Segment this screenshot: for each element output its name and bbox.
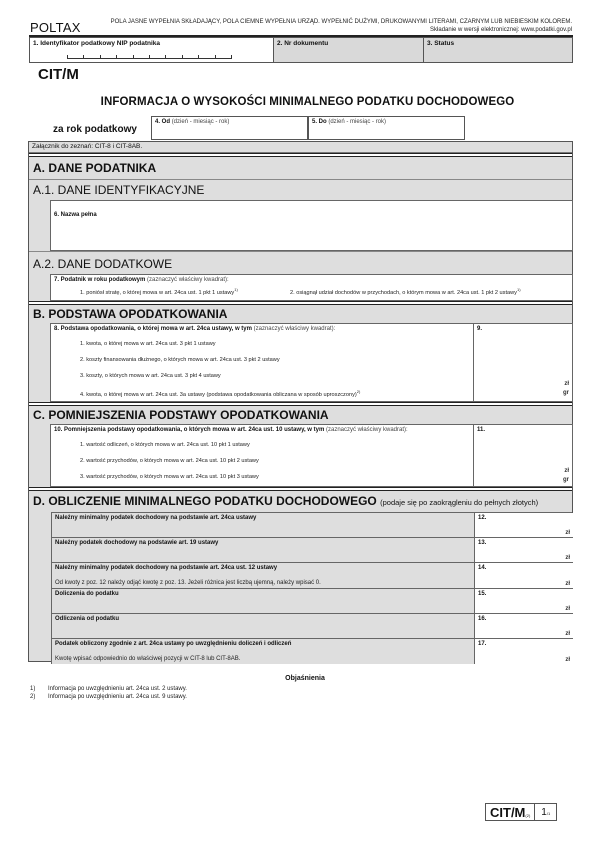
brand-poltax: POLTAX	[30, 20, 81, 35]
full-name-label: 6. Nazwa pełna	[54, 212, 97, 218]
reduction-option-3[interactable]: 3. wartość przychodów, o których mowa w art. 24ca ust. 10 pkt 3 ustawy	[80, 474, 259, 480]
amount-field-13[interactable]: 13. zł	[474, 538, 573, 562]
unit-gr: gr	[563, 390, 569, 396]
header-note-line2: Składanie w wersji elektronicznej: www.podatki.gov.pl	[430, 27, 572, 33]
footer-form-id	[485, 803, 557, 821]
taxpayer-status-label: 7. Podatnik w roku podatkowym	[54, 277, 146, 283]
nip-field[interactable]	[30, 38, 274, 62]
tax-base-option-4[interactable]: 4. kwota, o której mowa w art. 24ca ust. 3a ustawy (podstawa opodatkowania obliczana w sposób uproszczony)$^{2)}$	[80, 389, 361, 398]
section-d-subtitle: (podaje się po zaokrągleniu do pełnych złotych)	[380, 498, 539, 507]
taxpayer-status-hint: (zaznaczyć właściwy kwadrat):	[147, 277, 229, 283]
amount-field-16[interactable]: 16. zł	[474, 614, 573, 638]
unit-zl: zł	[564, 468, 569, 474]
top-fields	[29, 37, 573, 63]
document-number-label: 2. Nr dokumentu	[277, 40, 329, 47]
tax-base-reductions-block	[50, 424, 573, 487]
row-15: Doliczenia do podatku 15. zł	[52, 589, 573, 614]
option-loss[interactable]: 1. poniósł stratę, o której mowa w art. 24ca ust. 1 pkt 1 ustawy$^{1)}$	[80, 287, 238, 296]
date-from-hint: (dzień - miesiąc - rok)	[171, 119, 230, 125]
tax-base-option-1[interactable]: 1. kwota, o której mowa w art. 24ca ust. 3 pkt 1 ustawy	[80, 341, 216, 347]
section-c-title: C. POMNIEJSZENIA PODSTAWY OPODATKOWANIA	[29, 406, 572, 425]
header-instructions	[111, 18, 572, 34]
date-to-label: 5. Do	[312, 119, 327, 125]
section-d-title-text: D. OBLICZENIE MINIMALNEGO PODATKU DOCHODOWEGO	[33, 494, 377, 508]
header-note-line1: POLA JASNE WYPEŁNIA SKŁADAJĄCY, POLA CIEMNE WYPEŁNIA URZĄD. WYPEŁNIĆ DUŻYMI, DRUKOWANYMI LITERAMI, CZARNYM LUB NIEBIESKIM KOLOREM.	[110, 19, 572, 25]
notes-title: Objaśnienia	[285, 675, 325, 682]
tax-base-hint: (zaznaczyć właściwy kwadrat):	[253, 326, 336, 332]
section-a-title: A. DANE PODATNIKA	[29, 157, 572, 179]
section-d-title	[29, 491, 572, 512]
date-to-field[interactable]	[308, 116, 465, 140]
row-12: Należny minimalny podatek dochodowy na podstawie art. 24ca ustawy 12. zł	[52, 513, 573, 538]
status-label: 3. Status	[427, 40, 455, 47]
reductions-hint: (zaznaczyć właściwy kwadrat):	[325, 427, 408, 433]
nip-digit-ticks	[67, 55, 232, 59]
date-to-hint: (dzień - miesiąc - rok)	[328, 119, 387, 125]
option-income-share[interactable]: 2. osiągnął udział dochodów w przychodach, o którym mowa w art. 24ca ust. 1 pkt 2 ustawy$^{1)}$	[290, 287, 521, 296]
tax-base-label: 8. Podstawa opodatkowania, o której mowa w art. 24ca ustawy, w tym	[54, 326, 252, 332]
amount-field-15[interactable]: 15. zł	[474, 589, 573, 613]
tax-base-amount-label: 9.	[477, 326, 483, 332]
note-1: 1) Informacja po uwzględnieniu art. 24ca ust. 2 ustawy.	[30, 686, 187, 692]
reductions-amount-field[interactable]	[473, 425, 572, 486]
reduction-option-2[interactable]: 2. wartość przychodów, o których mowa w art. 24ca ust. 10 pkt 2 ustawy	[80, 458, 259, 464]
amount-field-14[interactable]: 14. zł	[474, 563, 573, 588]
date-from-label: 4. Od	[155, 119, 171, 125]
note-2: 2) Informacja po uwzględnieniu art. 24ca ust. 9 ustawy.	[30, 694, 187, 700]
amount-field-17[interactable]: 17. zł	[474, 639, 573, 664]
attachment-note: Załącznik do zeznań: CIT-8 i CIT-8AB.	[29, 142, 572, 153]
row-14: Należny minimalny podatek dochodowy na podstawie art. 24ca ust. 12 ustawy Od kwoty z poz. 12 należy odjąć kwotę z poz. 13. Jeżeli różnica jest liczbą ujemną, należy wpisać 0. 14. zł	[52, 563, 573, 589]
tax-base-option-2[interactable]: 2. koszty finansowania dłużnego, o których mowa w art. 24ca ust. 3 pkt 2 ustawy	[80, 357, 280, 363]
tax-base-amount-field[interactable]	[473, 324, 572, 401]
full-name-field[interactable]	[50, 200, 573, 251]
tax-base-option-3[interactable]: 3. koszty, o których mowa w art. 24ca ust. 3 pkt 4 ustawy	[80, 373, 221, 379]
nip-field-label: 1. Identyfikator podatkowy NIP podatnika	[33, 40, 161, 47]
document-number-field	[274, 38, 424, 62]
reductions-amount-label: 11.	[477, 427, 486, 433]
form-code: CIT/M	[38, 66, 79, 83]
calculation-table	[51, 512, 572, 664]
row-17: Podatek obliczony zgodnie z art. 24ca ustawy po uwzględnieniu doliczeń i odliczeń Kwotę wpisać odpowiednio do właściwej pozycji w CIT-8 lub CIT-8AB. 17. zł	[52, 639, 573, 664]
tax-year-label: za rok podatkowy	[53, 124, 137, 135]
taxpayer-status-field	[50, 274, 573, 301]
tax-base-block	[50, 323, 573, 402]
footer-page-number: 1/1	[541, 807, 551, 818]
page-title: INFORMACJA O WYSOKOŚCI MINIMALNEGO PODATKU DOCHODOWEGO	[100, 96, 515, 108]
unit-zl: zł	[564, 381, 569, 387]
footer-form-code: CIT/M(2)	[486, 804, 535, 820]
section-a2-title: A.2. DANE DODATKOWE	[29, 251, 572, 275]
unit-gr: gr	[563, 477, 569, 483]
row-13: Należny podatek dochodowy na podstawie art. 19 ustawy 13. zł	[52, 538, 573, 563]
reduction-option-1[interactable]: 1. wartość odliczeń, o których mowa w art. 24ca ust. 10 pkt 1 ustawy	[80, 442, 250, 448]
reductions-label: 10. Pomniejszenia podstawy opodatkowania, o których mowa w art. 24ca ust. 10 ustawy, w tym	[54, 427, 325, 433]
amount-field-12[interactable]: 12. zł	[474, 513, 573, 537]
section-a1-title: A.1. DANE IDENTYFIKACYJNE	[29, 179, 572, 201]
row-16: Odliczenia od podatku 16. zł	[52, 614, 573, 639]
status-field	[424, 38, 572, 62]
section-b-title: B. PODSTAWA OPODATKOWANIA	[29, 305, 572, 324]
date-from-field[interactable]	[151, 116, 308, 140]
